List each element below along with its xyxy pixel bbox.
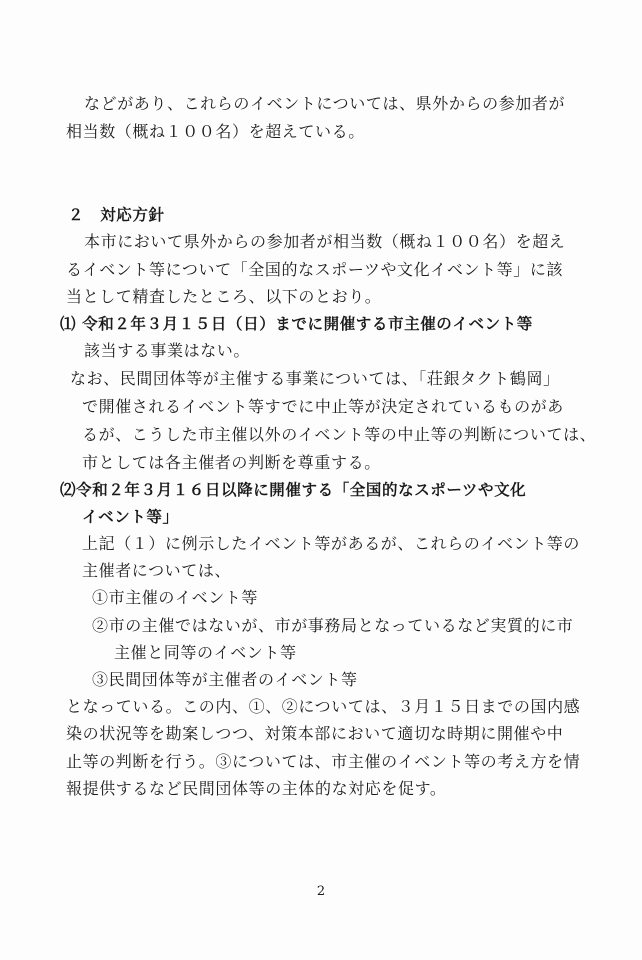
subsection-1-heading: ⑴ 令和２年３月１５日（日）までに開催する市主催のイベント等 (60, 315, 533, 333)
conclusion-line-2: 染の状況等を勘案しつつ、対策本部において適切な時期に開催や中 (66, 724, 564, 743)
subsection-2-line-1: 上記（１）に例示したイベント等があるが、これらのイベント等の (82, 534, 581, 553)
subsection-1-line-3: で開催されるイベント等すでに中止等が決定されているものがあ (82, 397, 564, 416)
intro-line-1: などがあり、これらのイベントについては、県外からの参加者が (84, 94, 566, 113)
section-2-p1-line-2: るイベント等について「全国的なスポーツや文化イベント等」に該 (66, 260, 564, 279)
conclusion-line-1: となっている。この内、①、②については、３月１５日までの国内感 (66, 697, 581, 716)
subsection-1-line-5: 市としては各主催者の判断を尊重する。 (82, 453, 381, 472)
list-item-3: ③民間団体等が主催者のイベント等 (92, 670, 358, 689)
subsection-1-line-1: 該当する事業はない。 (84, 341, 251, 360)
section-2-p1-line-1: 本市において県外からの参加者が相当数（概ね１００名）を超え (84, 232, 566, 251)
conclusion-line-4: 報提供するなど民間団体等の主体的な対応を促す。 (66, 779, 447, 798)
page-number: 2 (316, 884, 326, 899)
subsection-2-line-2: 主催者については、 (82, 561, 232, 580)
section-2-p1-line-3: 当として精査したところ、以下のとおり。 (66, 287, 382, 306)
section-2-heading: ２ 対応方針 (68, 206, 165, 224)
subsection-2-heading-line-2: イベント等」 (82, 508, 179, 526)
list-item-1: ①市主催のイベント等 (92, 588, 259, 607)
subsection-2-heading-line-1: ⑵令和２年３月１６日以降に開催する「全国的なスポーツや文化 (60, 481, 527, 499)
subsection-1-line-4: るが、こうした市主催以外のイベント等の中止等の判断については、 (82, 425, 597, 444)
list-item-2-line-1: ②市の主催ではないが、市が事務局となっているなど実質的に市 (92, 616, 574, 635)
subsection-1-line-2: なお、民間団体等が主催する事業については、「荘銀タクト鶴岡」 (70, 369, 560, 388)
conclusion-line-3: 止等の判断を行う。③については、市主催のイベント等の考え方を情 (66, 752, 581, 771)
intro-line-2: 相当数（概ね１００名）を超えている。 (66, 122, 365, 141)
list-item-2-line-2: 主催と同等のイベント等 (114, 643, 297, 662)
